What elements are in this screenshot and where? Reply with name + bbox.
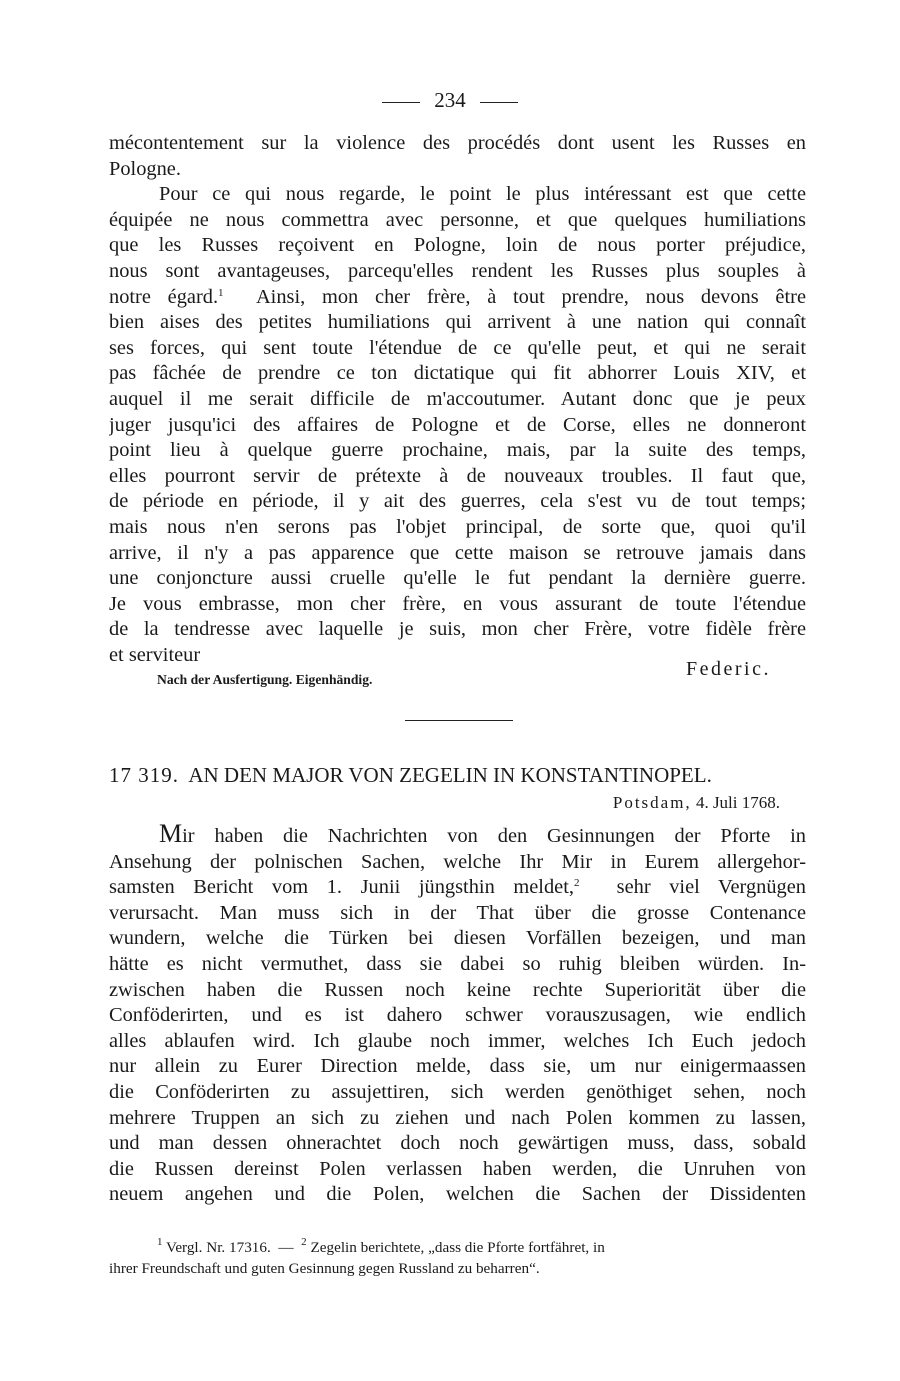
- text-segment: notre égard.: [109, 285, 219, 308]
- footnote-2-text: Zegelin berichtete, „dass die Pforte fortfähret, in: [310, 1239, 605, 1256]
- text-line: arrive, il n'y a pas apparence que cette maison se retrouve jamais dans: [109, 541, 806, 564]
- page-number: [0, 88, 900, 113]
- text-line: Conföderirten, und es ist dahero schwer vorauszusagen, wie endlich: [109, 1004, 806, 1027]
- text-line: bien aises des petites humiliations qui arrivent à une nation qui connaît: [109, 311, 806, 334]
- footnotes: [109, 1237, 806, 1279]
- section-separator: [405, 720, 513, 721]
- text-line: de période en période, il y ait des guerres, cela s'est vu de tout temps;: [109, 490, 806, 513]
- text-line: pas fâchée de prendre ce ton dictatique qui fit abhorrer Louis XIV, et: [109, 362, 806, 385]
- document-heading: [109, 763, 806, 788]
- text-line: et serviteur: [109, 643, 201, 666]
- date: 4. Juli 1768.: [695, 793, 780, 812]
- text-segment: ir haben die Nachrichten von den Gesinnungen der Pforte in: [182, 825, 806, 847]
- text-line: mais nous n'en serons pas l'objet principal, de sorte que, quoi qu'il: [109, 515, 806, 538]
- text-line: zwischen haben die Russen noch keine rechte Superiorität über die: [109, 978, 806, 1001]
- letter-1-body: [109, 131, 806, 668]
- text-segment: samsten Bericht vom 1. Junii jüngsthin meldet,: [109, 876, 574, 899]
- text-line: ses forces, qui sent toute l'étendue de ce qu'elle peut, et qui ne serait: [109, 336, 806, 359]
- text-line: juger jusqu'ici des affaires de Pologne et de Corse, elles ne donneront: [109, 413, 806, 436]
- footnote-mark-2: 2: [301, 1236, 307, 1248]
- footnote-line: ihrer Freundschaft und guten Gesinnung gegen Russland zu beharren“.: [109, 1260, 540, 1277]
- footnote-ref-1: 1: [218, 286, 224, 299]
- text-line: nur allein zu Eurer Direction melde, dass sie, um nur einigermaassen: [109, 1055, 806, 1078]
- text-line: nous sont avantageuses, parcequ'elles rendent les Russes plus souples à: [109, 259, 806, 282]
- text-line: mehrere Truppen an sich zu ziehen und nach Polen kommen zu lassen,: [109, 1106, 806, 1129]
- text-segment: sehr viel Vergnügen: [616, 876, 806, 899]
- text-line: hätte es nicht vermuthet, dass sie dabei so ruhig bleiben würden. In-: [109, 952, 806, 975]
- text-line: Pologne.: [109, 157, 181, 180]
- text-line: Je vous embrasse, mon cher frère, en vous assurant de toute l'étendue: [109, 592, 806, 615]
- page-number-value: 234: [434, 88, 466, 112]
- text-line: mécontentement sur la violence des procédés dont usent les Russes en: [109, 132, 806, 154]
- text-line: une conjoncture aussi cruelle qu'elle le fut pendant la dernière guerre.: [109, 567, 806, 590]
- text-line: elles pourront servir de prétexte à de nouveaux troubles. Il faut que,: [109, 464, 806, 487]
- page-number-dash-right: [480, 102, 518, 103]
- document-number: 17 319.: [109, 763, 179, 787]
- letter-2-body: [109, 821, 806, 1208]
- text-line: verursacht. Man muss sich in der That über die grosse Contenance: [109, 901, 806, 924]
- text-line: que les Russes reçoivent en Pologne, loin de nous porter préjudice,: [109, 234, 806, 257]
- text-line: point lieu à quelque guerre prochaine, mais, par la suite des temps,: [109, 439, 806, 462]
- text-line: équipée ne nous commettra avec personne, et que quelques humiliations: [109, 208, 806, 231]
- text-line: die Conföderirten zu assujettiren, sich werden genöthiget sehen, noch: [109, 1080, 806, 1103]
- page-number-dash-left: [382, 102, 420, 103]
- text-line: de la tendresse avec laquelle je suis, mon cher Frère, votre fidèle frère: [109, 618, 806, 641]
- text-line: [109, 285, 806, 311]
- document-title: AN DEN MAJOR VON ZEGELIN IN KONSTANTINOPEL.: [188, 763, 712, 787]
- text-line: alles ablaufen wird. Ich glaube noch immer, welches Ich Euch jedoch: [109, 1029, 806, 1052]
- footnote-line: [109, 1237, 806, 1258]
- text-line: und man dessen ohnerachtet doch noch gewärtigen muss, dass, sobald: [109, 1132, 806, 1155]
- text-line: [109, 875, 806, 901]
- footnote-mark-1: 1: [157, 1236, 163, 1248]
- footnote-1-text: Vergl. Nr. 17316.: [166, 1239, 271, 1256]
- source-note: Nach der Ausfertigung. Eigenhändig.: [157, 672, 373, 687]
- place: Potsdam,: [612, 793, 692, 812]
- text-line: neuem angehen und die Polen, welchen die Sachen der Dissidenten: [109, 1183, 806, 1206]
- footnote-separator: —: [278, 1239, 294, 1256]
- place-date: [613, 793, 780, 813]
- text-line: Ansehung der polnischen Sachen, welche Ihr Mir in Eurem allergehor-: [109, 850, 806, 873]
- signature: Federic.: [686, 658, 771, 680]
- initial-letter: M: [159, 821, 183, 848]
- footnote-ref-2: 2: [573, 877, 580, 890]
- text-line: die Russen dereinst Polen verlassen haben werden, die Unruhen von: [109, 1157, 806, 1180]
- text-line: auquel il me serait difficile de m'accoutumer. Autant donc que je peux: [109, 387, 806, 410]
- text-segment: Ainsi, mon cher frère, à tout prendre, nous devons être: [255, 285, 806, 308]
- text-line: wundern, welche die Türken bei diesen Vorfällen bezeigen, und man: [109, 927, 806, 950]
- text-line: [109, 821, 806, 850]
- text-line: Pour ce qui nous regarde, le point le plus intéressant est que cette: [159, 183, 806, 206]
